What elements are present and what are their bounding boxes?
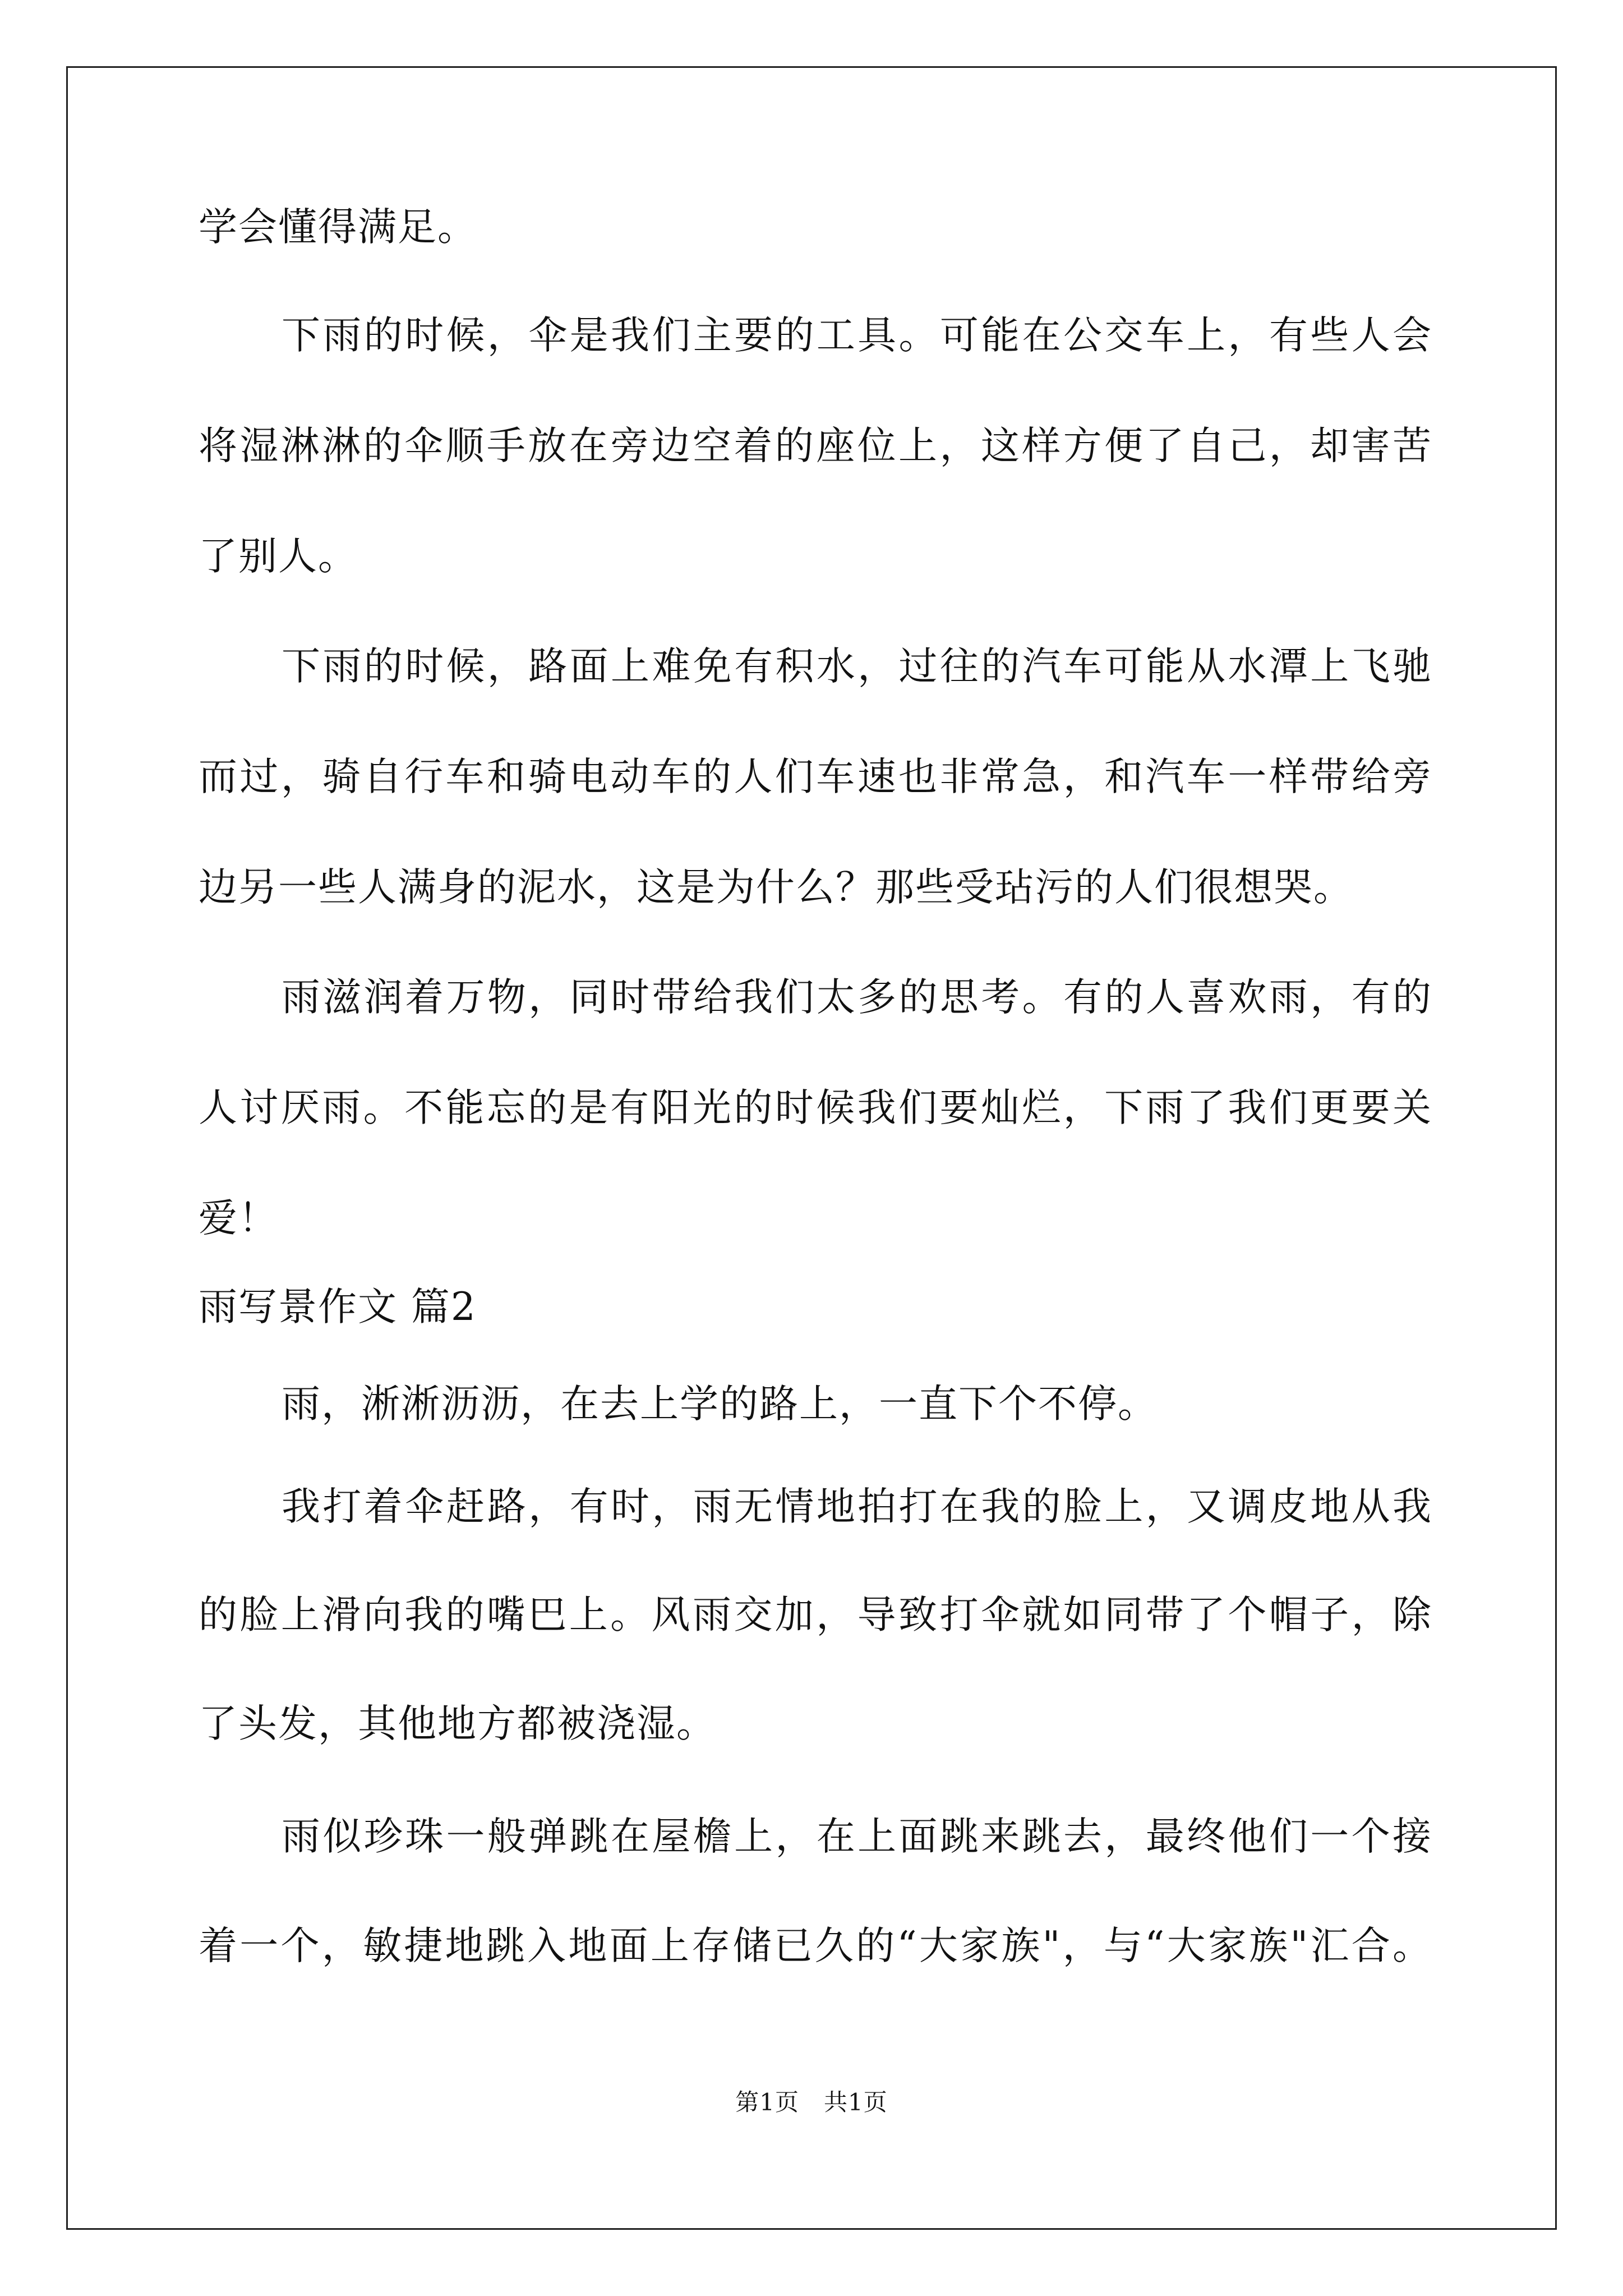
text-line: 边另一些人满身的泥水，这是为什么？那些受玷污的人们很想哭。: [199, 865, 1353, 910]
text-line: 下雨的时候，路面上难免有积水，过往的汽车可能从水潭上飞驰: [282, 644, 1432, 689]
page-footer: [0, 2087, 1623, 2118]
text-line: 人讨厌雨。不能忘的是有阳光的时候我们要灿烂，下雨了我们更要关: [199, 1085, 1432, 1130]
text-line: 爱！: [199, 1196, 278, 1241]
text-line: 而过，骑自行车和骑电动车的人们车速也非常急，和汽车一样带给旁: [199, 754, 1432, 799]
page-total: 共1页: [824, 2088, 888, 2116]
page-border: [66, 66, 1557, 2230]
text-line: 学会懂得满足。: [199, 205, 477, 250]
text-line: 的脸上滑向我的嘴巴上。风雨交加，导致打伞就如同带了个帽子，除: [199, 1593, 1432, 1637]
text-line: 我打着伞赶路，有时，雨无情地拍打在我的脸上，又调皮地从我: [282, 1484, 1432, 1529]
text-line: 将湿淋淋的伞顺手放在旁边空着的座位上，这样方便了自己，却害苦: [199, 424, 1432, 468]
text-line: 雨滋润着万物，同时带给我们太多的思考。有的人喜欢雨，有的: [282, 975, 1432, 1020]
section-heading: 雨写景作文 篇2: [199, 1285, 477, 1329]
text-line: 着一个，敏捷地跳入地面上存储已久的“大家族"，与“大家族"汇合。: [199, 1924, 1432, 1968]
text-line: 下雨的时候，伞是我们主要的工具。可能在公交车上，有些人会: [282, 313, 1432, 358]
page-number: 第1页: [735, 2088, 799, 2116]
text-line: 了别人。: [199, 534, 358, 579]
text-line: 雨，淅淅沥沥，在去上学的路上，一直下个不停。: [282, 1382, 1158, 1427]
text-line: 雨似珍珠一般弹跳在屋檐上，在上面跳来跳去，最终他们一个接: [282, 1814, 1432, 1859]
text-line: 了头发，其他地方都被浇湿。: [199, 1701, 716, 1746]
